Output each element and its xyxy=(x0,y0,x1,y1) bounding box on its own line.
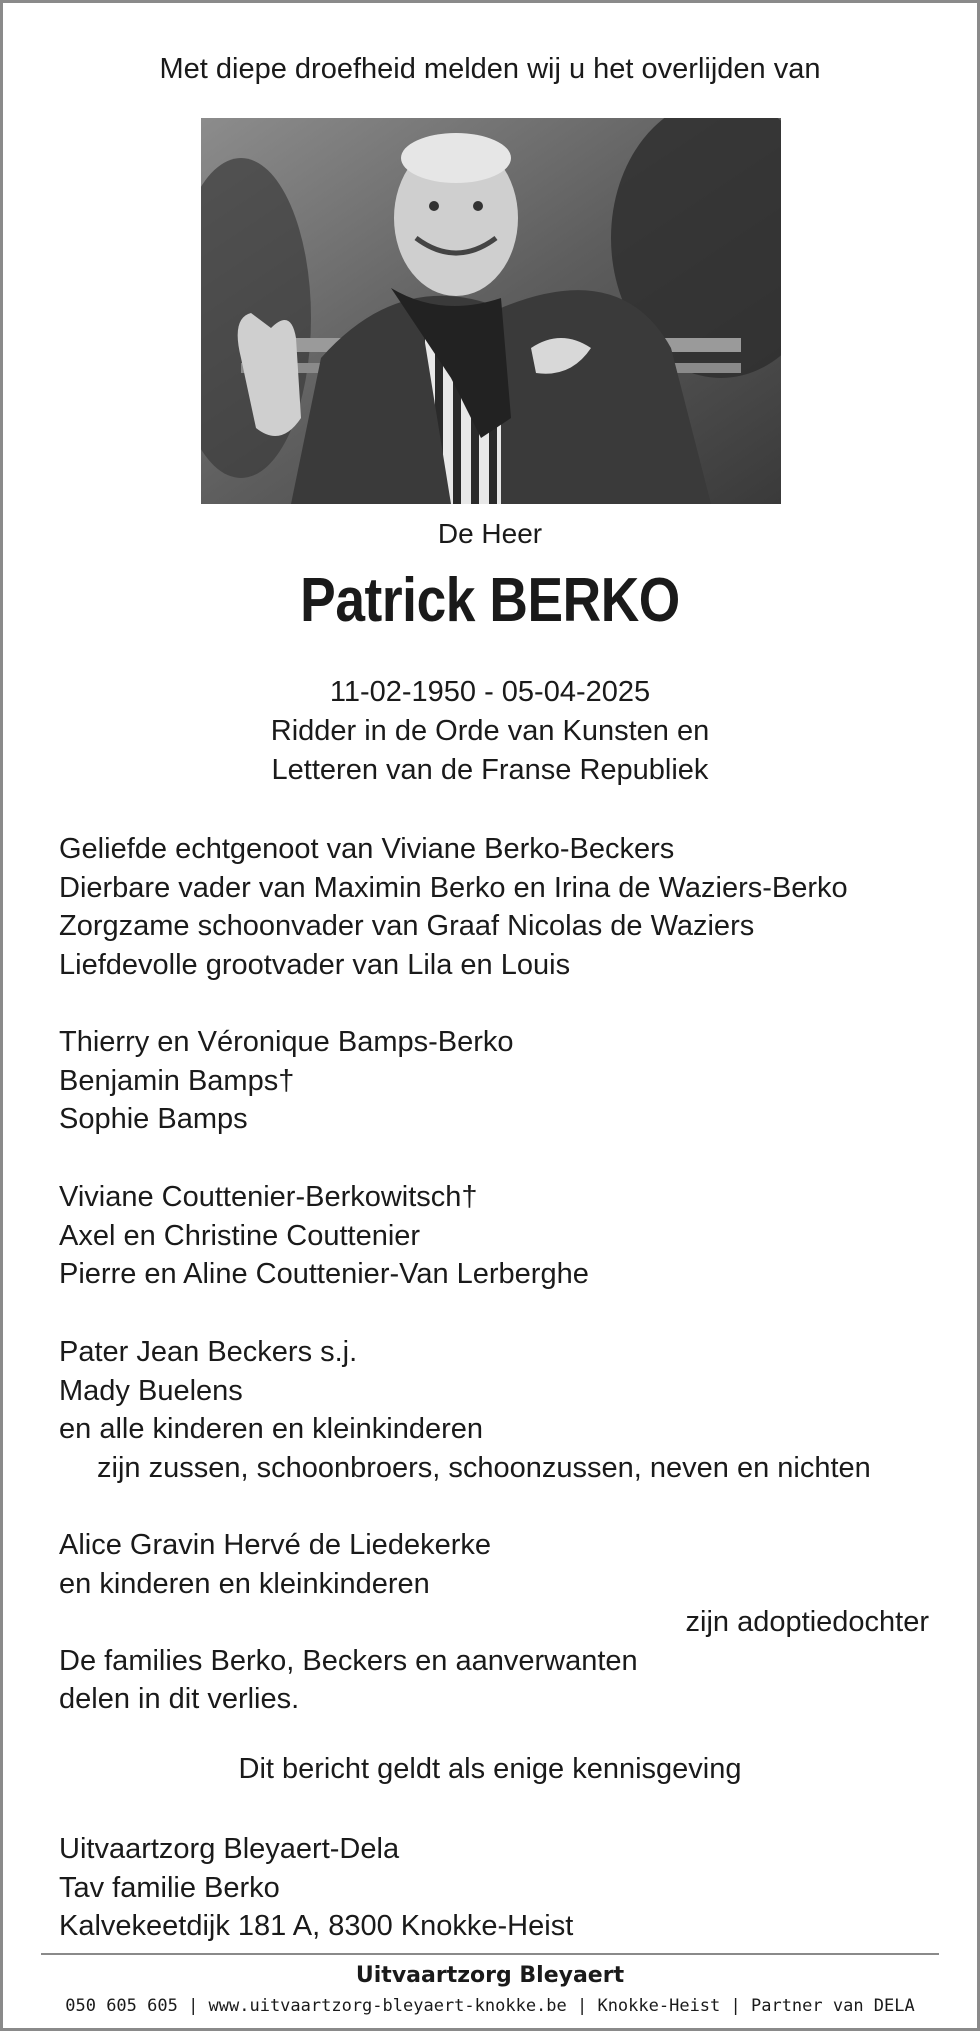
footer-contact: 050 605 605 | www.uitvaartzorg-bleyaert-knokke.be | Knokke-Heist | Partner van DELA xyxy=(65,1996,915,2016)
family-line: Viviane Couttenier-Berkowitsch† xyxy=(59,1181,478,1213)
title-line: Ridder in de Orde van Kunsten en xyxy=(270,715,710,747)
notice-text: Dit bericht geldt als enige kennisgeving xyxy=(238,1753,742,1785)
family-line: Sophie Bamps xyxy=(59,1103,248,1135)
family-line: delen in dit verlies. xyxy=(59,1683,300,1715)
family-line: Dierbare vader van Maximin Berko en Irina de Waziers-Berko xyxy=(59,871,848,904)
family-line: en alle kinderen en kleinkinderen xyxy=(59,1413,484,1445)
footer-divider xyxy=(41,1953,939,1955)
family-line: Axel en Christine Couttenier xyxy=(59,1219,421,1252)
family-line: Benjamin Bamps† xyxy=(59,1064,295,1097)
address-line: Tav familie Berko xyxy=(59,1871,280,1904)
footer-company: Uitvaartzorg Bleyaert xyxy=(355,1963,625,1988)
family-line: Mady Buelens xyxy=(59,1374,243,1407)
family-group-1 xyxy=(59,830,929,984)
family-line: De families Berko, Beckers en aanverwanten xyxy=(59,1644,638,1677)
honorific: De Heer xyxy=(437,518,543,549)
relation-line: zijn adoptiedochter xyxy=(685,1606,929,1638)
contact-address xyxy=(59,1830,929,1946)
family-line: Pater Jean Beckers s.j. xyxy=(59,1336,358,1368)
address-line: Kalvekeetdijk 181 A, 8300 Knokke-Heist xyxy=(59,1910,574,1942)
family-group-3 xyxy=(59,1178,929,1294)
life-dates: 11-02-1950 - 05-04-2025 xyxy=(329,676,651,708)
intro-text: Met diepe droefheid melden wij u het overlijden van xyxy=(159,53,821,85)
family-line: Liefdevolle grootvader van Lila en Louis xyxy=(59,948,571,981)
address-line: Uitvaartzorg Bleyaert-Dela xyxy=(59,1833,400,1865)
family-line: Geliefde echtgenoot van Viviane Berko-Beckers xyxy=(59,833,675,865)
family-group-5 xyxy=(59,1526,929,1719)
family-group-2 xyxy=(59,1023,929,1139)
portrait-photo xyxy=(201,118,781,504)
family-line: Alice Gravin Hervé de Liedekerke xyxy=(59,1529,491,1561)
family-line: en kinderen en kleinkinderen xyxy=(59,1567,430,1600)
relation-line: zijn zussen, schoonbroers, schoonzussen, neven en nichten xyxy=(97,1451,871,1484)
title-line: Letteren van de Franse Republiek xyxy=(271,754,709,786)
deceased-name: Patrick BERKO xyxy=(300,566,680,635)
family-line: Pierre en Aline Couttenier-Van Lerberghe xyxy=(59,1258,589,1290)
dates-and-title xyxy=(3,673,977,790)
family-line: Zorgzame schoonvader van Graaf Nicolas de Waziers xyxy=(59,910,755,942)
family-line: Thierry en Véronique Bamps-Berko xyxy=(59,1026,514,1058)
family-group-4 xyxy=(59,1333,929,1487)
